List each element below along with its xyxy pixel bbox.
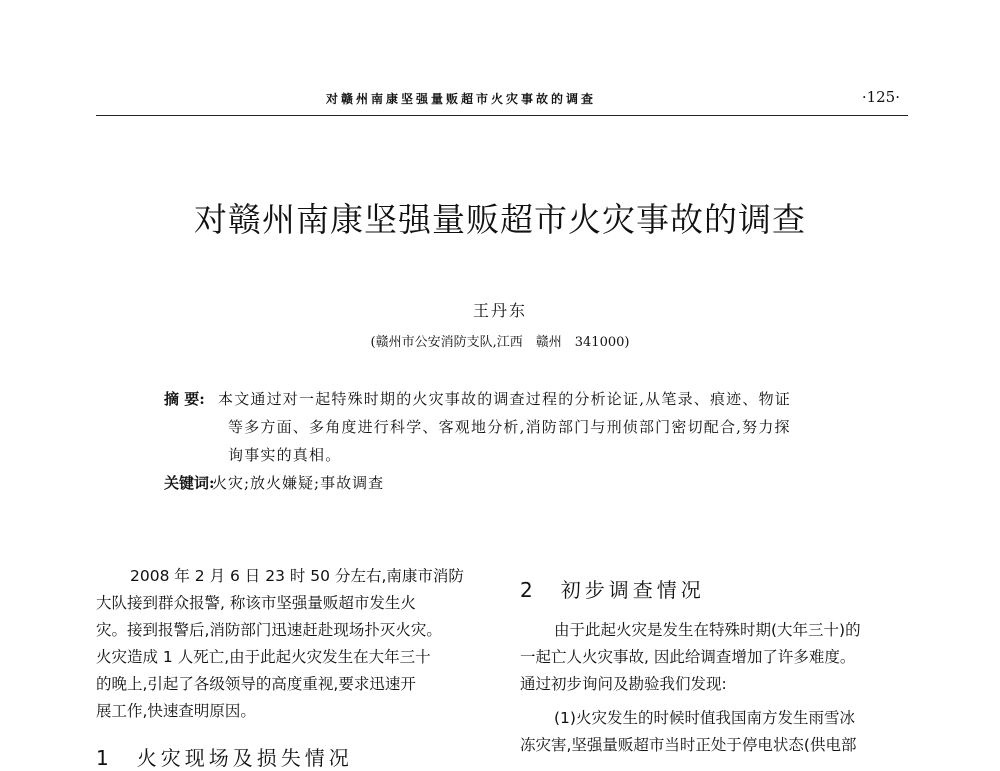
abstract-line: 等多方面、多角度进行科学、客观地分析,消防部门与刑侦部门密切配合,努力探 — [228, 418, 791, 436]
header-rule — [96, 115, 908, 116]
abstract-line: 本文通过对一起特殊时期的火灾事故的调查过程的分析论证,从笔录、痕迹、物证 — [218, 390, 791, 408]
body-line: 2008 年 2 月 6 日 23 时 50 分左右,南康市消防 — [130, 567, 464, 585]
author-name: 王丹东 — [472, 301, 527, 320]
section-heading-2: 2 初步调查情况 — [520, 578, 705, 602]
body-line: 展工作,快速查明原因。 — [96, 702, 256, 720]
abstract-label: 摘 要: — [164, 390, 205, 408]
body-line: 冻灾害,坚强量贩超市当时正处于停电状态(供电部 — [520, 736, 857, 754]
keywords-text: 火灾;放火嫌疑;事故调查 — [212, 474, 385, 492]
body-line: (1)火灾发生的时候时值我国南方发生雨雪冰 — [554, 709, 855, 727]
abstract-line: 询事实的真相。 — [228, 446, 342, 464]
article-title: 对赣州南康坚强量贩超市火灾事故的调查 — [194, 200, 806, 239]
body-line: 通过初步询问及勘验我们发现: — [520, 675, 727, 693]
page-number: ·125· — [861, 88, 900, 106]
running-header — [96, 88, 908, 112]
body-line: 由于此起火灾是发生在特殊时期(大年三十)的 — [554, 621, 861, 639]
body-line: 的晚上,引起了各级领导的高度重视,要求迅速开 — [96, 675, 416, 693]
body-line: 灾。接到报警后,消防部门迅速赶赴现场扑灭火灾。 — [96, 621, 442, 639]
author-affiliation: (赣州市公安消防支队,江西 赣州 341000) — [370, 335, 630, 350]
section-heading-1: 1 火灾现场及损失情况 — [96, 746, 353, 770]
body-line: 火灾造成 1 人死亡,由于此起火灾发生在大年三十 — [96, 648, 431, 666]
body-line: 大队接到群众报警, 称该市坚强量贩超市发生火 — [96, 594, 416, 612]
running-title: 对赣州南康坚强量贩超市火灾事故的调查 — [326, 92, 597, 106]
body-line: 一起亡人火灾事故, 因此给调查增加了许多难度。 — [520, 648, 856, 666]
keywords-label: 关键词: — [164, 474, 215, 492]
